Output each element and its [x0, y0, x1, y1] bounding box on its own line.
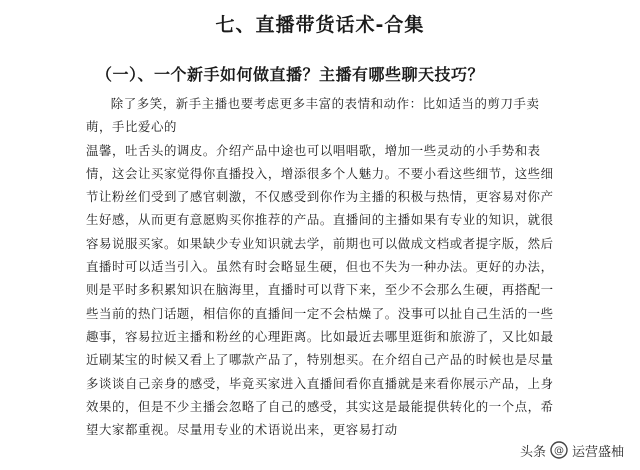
watermark-handle: 运营盛柚	[571, 444, 624, 460]
source-watermark	[514, 438, 630, 462]
svg-text:@: @	[553, 445, 564, 457]
toutiao-logo-icon	[550, 441, 568, 459]
body-text	[86, 92, 556, 441]
paragraph-intro: 除了多笑，新手主播也要考虑更多丰富的表情和动作：比如适当的剪刀手卖萌，手比爱心的	[86, 96, 540, 135]
paragraph-main: 温馨，吐舌头的调皮。介绍产品中途也可以唱唱歌，增加一些灵动的小手势和表情，这会让买家觉得你直播投入，增添很多个人魅力。不要小看这些细节，这些细节让粉丝们受到了感官刺激，不仅感受到你作为主播的积极与热情，更容易对你产生好感，从而更有意愿购买你推荐的产品。直播间的主播如果有专业的知识，就很容易说服买家。如果缺少专业知识就去学，前期也可以做成文档或者提字版，然后直播时可以适当引入。虽然有时会略显生硬，但也不失为一种办法。更好的办法，则是平时多积累知识在脑海里，直播时可以背下来，至少不会那么生硬，再搭配一些当前的热门话题，相信你的直播间一定不会枯燥了。没事可以扯自己生活的一些趣事，容易拉近主播和粉丝的心理距离。比如最近去哪里逛街和旅游了，又比如最近刷某宝的时候又看上了哪款产品了，特别想买。在介绍自己产品的时候也是尽量多谈谈自己亲身的感受，毕竟买家进入直播间看你直播就是来看你展示产品，上身效果的，但是不少主播会忽略了自己的感受，其实这是最能提供转化的一个点，希望大家都重视。尽量用专业的术语说出来，更容易打动	[86, 142, 554, 438]
document-title: 七、直播带货话术-合集	[215, 14, 425, 36]
watermark-prefix: 头条	[519, 444, 546, 460]
section-heading: （一）、一个新手如何做直播？主播有哪些聊天技巧？	[96, 65, 485, 84]
